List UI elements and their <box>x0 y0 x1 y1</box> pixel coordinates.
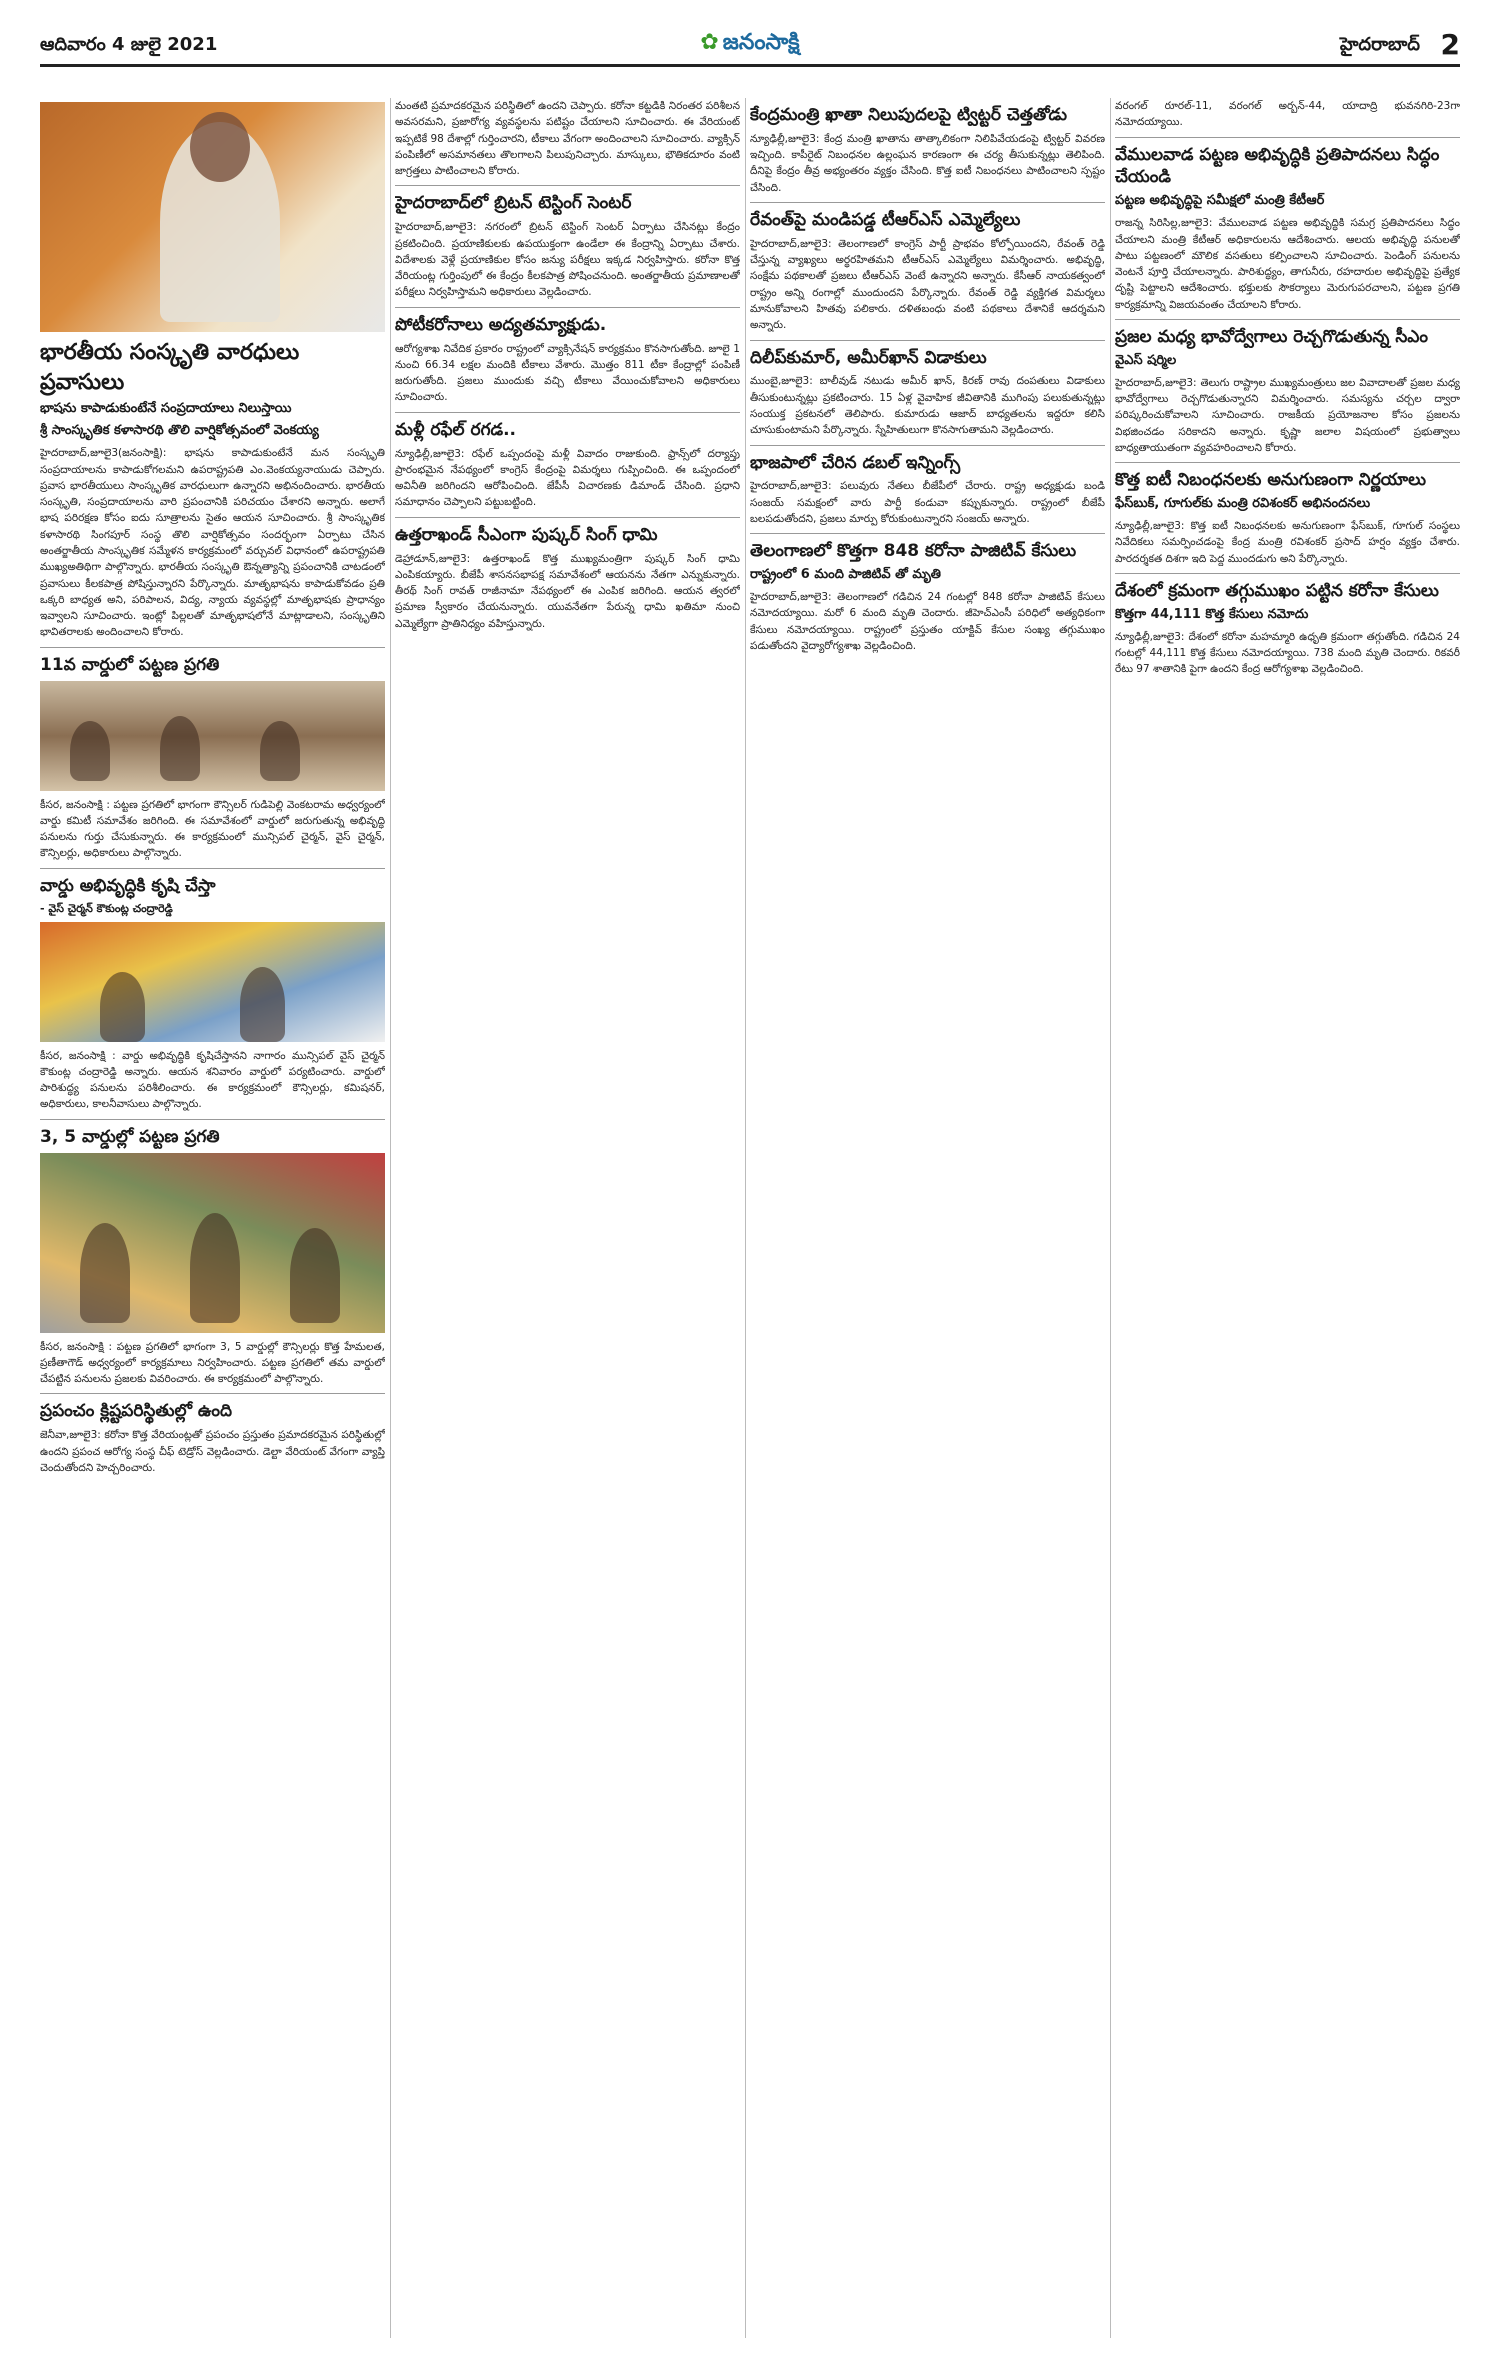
article-title: 3, 5 వార్డుల్లో పట్టణ ప్రగతి <box>40 1126 220 1147</box>
column-rule <box>745 98 746 2338</box>
divider <box>1115 573 1460 574</box>
article-title: ప్రపంచం క్లిష్టపరిస్థితుల్లో ఉంది <box>40 1401 233 1422</box>
article-subtitle: ఫేస్‌బుక్, గూగుల్‌కు మంత్రి రవిశంకర్ అభినందనలు <box>1115 496 1371 512</box>
divider <box>395 412 740 413</box>
article-body: హైదరాబాద్,జూలై3(జనంసాక్షి): భాషను కాపాడుకుంటేనే మన సంస్కృతి సంప్రదాయాలను కాపాడుకోగలమని ఉపరాష్ట్రపతి ఎం.వెంకయ్యనాయుడు చెప్పారు. ప్రవాస భారతీయులు సాంస్కృతిక వారధులుగా ఉన్నారని అభినందించారు. భారతీయ సంస్కృతి, సంప్రదాయాలను వారి ప్రపంచానికి పరిచయం చేశారని అన్నారు. అలాగే భాష పరిరక్షణ కోసం ఐదు సూత్రాలను సైతం ఆయన సూచించారు. శ్రీ సాంస్కృతిక కళాసారథి సింగపూర్ సంస్థ తొలి వార్షికోత్సవం సందర్భంగా ఏర్పాటు చేసిన అంతర్జాతీయ సాంస్కృతిక సమ్మేళన కార్యక్రమంలో వర్చువల్ విధానంలో ఉపరాష్ట్రపతి ముఖ్యఅతిథిగా పాల్గొన్నారు. భారతీయ సంస్కృతి ఔన్నత్యాన్ని ప్రపంచానికి చాటడంలో ప్రవాసులు కీలకపాత్ర పోషిస్తున్నారని పేర్కొన్నారు. మాతృభాషను కాపాడుకోవడం ప్రతి ఒక్కరి బాధ్యత అని, పరిపాలన, విద్య, న్యాయ వ్యవస్థల్లో మాతృభాషకు ప్రాధాన్యం ఇవ్వాలని సూచించారు. ఇంట్లో పిల్లలతో మాతృభాషలోనే మాట్లాడాలని, సంస్కృతిని భావితరాలకు అందించాలని కోరారు. <box>40 447 385 639</box>
article-body: కీసర, జనంసాక్షి : పట్టణ ప్రగతిలో భాగంగా కౌన్సిలర్ గుడిపెల్లి వెంకటరామ అధ్వర్యంలో వార్డు కమిటీ సమావేశం జరిగింది. ఈ సమావేశంలో వార్డులో జరుగుతున్న అభివృద్ధి పనులను గుర్తు చేసుకున్నారు. ఈ కార్యక్రమంలో మున్సిపల్ చైర్మన్, వైస్ చైర్మన్, కౌన్సిలర్లు, అధికారులు పాల్గొన్నారు. <box>40 798 385 860</box>
article-body: వరంగల్ రూరల్-11, వరంగల్ అర్బన్-44, యాదాద్రి భువనగిరి-23గా నమోదయ్యాయి. <box>1115 100 1460 129</box>
divider <box>1115 137 1460 138</box>
article-body: హైదరాబాద్,జూలై3: తెలంగాణలో కాంగ్రెస్ పార్టీ ప్రాభవం కోల్పోయిందని, రేవంత్ రెడ్డి చేస్తున్న వ్యాఖ్యలు అర్థరహితమని టీఆర్‌ఎస్ ఎమ్మెల్యేలు విమర్శించారు. అభివృద్ధి, సంక్షేమ పథకాలతో ప్రజలు టీఆర్‌ఎస్ వెంటే ఉన్నారని అన్నారు. కేసీఆర్ నాయకత్వంలో రాష్ట్రం అన్ని రంగాల్లో ముందుందని పేర్కొన్నారు. రేవంత్ రెడ్డి వ్యక్తిగత విమర్శలు మానుకోవాలని హితవు పలికారు. దళితబంధు వంటి పథకాలు దేశానికే ఆదర్శమని అన్నారు. <box>750 237 1105 332</box>
divider <box>40 868 385 869</box>
photo-meeting <box>40 681 385 791</box>
newspaper-logo <box>700 30 799 60</box>
column-1 <box>40 98 385 2338</box>
edition-city: హైదరాబాద్ <box>1339 34 1420 55</box>
divider <box>1115 462 1460 463</box>
column-rule <box>390 98 391 2338</box>
logo-text: జనంసాక్షి <box>722 30 800 55</box>
article-title: భారతీయ సంస్కృతి వారధులు ప్రవాసులు <box>40 340 300 395</box>
article-body: హైదరాబాద్,జూలై3: పలువురు నేతలు బీజేపీలో చేరారు. రాష్ట్ర అధ్యక్షుడు బండి సంజయ్ సమక్షంలో వారు పార్టీ కండువా కప్పుకున్నారు. రాష్ట్రంలో బీజేపీ బలపడుతోందని, ప్రజలు మార్పు కోరుకుంటున్నారని సంజయ్ అన్నారు. <box>750 480 1105 525</box>
article-title: వార్డు అభివృద్ధికి కృషి చేస్తా <box>40 875 216 896</box>
divider <box>750 445 1105 446</box>
divider <box>40 647 385 648</box>
article-subtitle: పట్టణ అభివృద్ధిపై సమీక్షలో మంత్రి కేటీఆర్ <box>1115 193 1325 209</box>
article-title: 11వ వార్డులో పట్టణ ప్రగతి <box>40 654 220 675</box>
divider <box>395 185 740 186</box>
article-title: కేంద్రమంత్రి ఖాతా నిలుపుదలపై ట్విట్టర్ చెత్తతోడు <box>750 105 1067 125</box>
divider <box>395 517 740 518</box>
issue-date: ఆదివారం 4 జులై 2021 <box>40 34 218 55</box>
article-body: న్యూఢిల్లీ,జూలై3: కేంద్ర మంత్రి ఖాతాను తాత్కాలికంగా నిలిపివేయడంపై ట్విట్టర్ వివరణ ఇచ్చింది. కాపీరైట్ నిబంధనల ఉల్లంఘన కారణంగా ఈ చర్య తీసుకున్నట్లు తెలిపింది. దీనిపై కేంద్రం తీవ్ర అభ్యంతరం వ్యక్తం చేసింది. కొత్త ఐటీ నిబంధనలు పాటించాలని స్పష్టం చేసింది. <box>750 132 1105 194</box>
article-title: ఉత్తరాఖండ్ సీఎంగా పుష్కర్ సింగ్ ధామి <box>395 524 658 545</box>
article-title: కొత్త ఐటీ నిబంధనలకు అనుగుణంగా నిర్ణయాలు <box>1115 470 1427 491</box>
photo-speaker <box>40 102 385 332</box>
article-body: ముంబై,జూలై3: బాలీవుడ్ నటుడు అమీర్ ఖాన్, కిరణ్ రావు దంపతులు విడాకులు తీసుకుంటున్నట్లు ప్రకటించారు. 15 ఏళ్ల వైవాహిక జీవితానికి ముగింపు పలుకుతున్నట్లు సంయుక్త ప్రకటనలో తెలిపారు. కుమారుడు ఆజాద్ బాధ్యతలను ఇద్దరూ కలిసి చూసుకుంటామని పేర్కొన్నారు. స్నేహితులుగా కొనసాగుతామని వెల్లడించారు. <box>750 375 1105 437</box>
article-title: రేవంత్‌పై మండిపడ్డ టీఆర్‌ఎస్ ఎమ్మెల్యేలు <box>750 210 1021 230</box>
article-title: వేములవాడ పట్టణ అభివృద్ధికి ప్రతిపాదనలు సిద్ధం చేయండి <box>1115 144 1440 188</box>
article-title: తెలంగాణలో కొత్తగా 848 కరోనా పాజిటివ్ కేసులు <box>750 541 1077 562</box>
divider <box>750 533 1105 534</box>
divider <box>1115 319 1460 320</box>
article-title: దేశంలో క్రమంగా తగ్గుముఖం పట్టిన కరోనా కేసులు <box>1115 581 1439 601</box>
divider <box>750 202 1105 203</box>
divider <box>395 307 740 308</box>
article-title: హైదరాబాద్‌లో బ్రిటన్ టెస్టింగ్ సెంటర్ <box>395 193 632 214</box>
article-subtitle: రాష్ట్రంలో 6 మంది పాజిటివ్ తో మృతి <box>750 567 941 583</box>
article-body: హైదరాబాద్,జూలై3: నగరంలో బ్రిటన్ టెస్టింగ్ సెంటర్ ఏర్పాటు చేసినట్లు కేంద్రం ప్రకటించింది. ప్రయాణికులకు ఉపయుక్తంగా ఉండేలా ఈ కేంద్రాన్ని ఏర్పాటు చేశారు. విదేశాలకు వెళ్లే ప్రయాణికుల కోసం జన్యు పరీక్షలు ఇక్కడ నిర్వహిస్తారు. కరోనా కొత్త వేరియంట్ల గుర్తింపులో ఈ కేంద్రం కీలకపాత్ర పోషించనుంది. అంతర్జాతీయ ప్రమాణాలతో పరీక్షలు నిర్వహిస్తామని అధికారులు వెల్లడించారు. <box>395 221 740 299</box>
article-body: రాజన్న సిరిసిల్ల,జూలై3: వేములవాడ పట్టణ అభివృద్ధికి సమగ్ర ప్రతిపాదనలు సిద్ధం చేయాలని మంత్రి కేటీఆర్ అధికారులను ఆదేశించారు. ఆలయ అభివృద్ధి పనులతో పాటు పట్టణంలో మౌలిక వసతులు కల్పించాలని సూచించారు. పెండింగ్ పనులను వెంటనే పూర్తి చేయాలన్నారు. పారిశుద్ధ్యం, తాగునీరు, రహదారుల అభివృద్ధిపై ప్రత్యేక దృష్టి పెట్టాలని ఆదేశించారు. భక్తులకు సౌకర్యాలు మెరుగుపరచాలని, పట్టణ ప్రగతి కార్యక్రమాన్ని విజయవంతం చేయాలని కోరారు. <box>1115 217 1460 311</box>
article-body: న్యూఢిల్లీ,జూలై3: దేశంలో కరోనా మహమ్మారి ఉధృతి క్రమంగా తగ్గుతోంది. గడిచిన 24 గంటల్లో 44,111 కొత్త కేసులు నమోదయ్యాయి. 738 మంది మృతి చెందారు. రికవరీ రేటు 97 శాతానికి పైగా ఉందని కేంద్ర ఆరోగ్యశాఖ వెల్లడించింది. <box>1115 630 1460 676</box>
article-title: భాజపాలో చేరిన డబల్ ఇన్నింగ్స్ <box>750 452 961 473</box>
divider <box>40 1393 385 1394</box>
column-4 <box>1115 98 1460 2338</box>
article-subtitle: వైఎస్ షర్మిల <box>1115 352 1177 368</box>
column-3 <box>750 98 1105 2338</box>
article-body: కీసర, జనంసాక్షి : పట్టణ ప్రగతిలో భాగంగా 3, 5 వార్డుల్లో కౌన్సిలర్లు కొత్త హేమలత, ప్రణీతాగౌడ్ అధ్వర్యంలో కార్యక్రమాలు నిర్వహించారు. పట్టణ ప్రగతిలో తమ వార్డులో చేపట్టిన పనులను ప్రజలకు వివరించారు. ఈ కార్యక్రమంలో పాల్గొన్నారు. <box>40 1340 385 1386</box>
masthead <box>40 30 1460 67</box>
article-subtitle: శ్రీ సాంస్కృతిక కళాసారథి తొలి వార్షికోత్సవంలో వెంకయ్య <box>40 423 319 439</box>
photo-ward-visit <box>40 1153 385 1333</box>
article-body: న్యూఢిల్లీ,జూలై3: కొత్త ఐటీ నిబంధనలకు అనుగుణంగా ఫేస్‌బుక్, గూగుల్ సంస్థలు నివేదికలు సమర్పించడంపై కేంద్ర మంత్రి రవిశంకర్ ప్రసాద్ హర్షం వ్యక్తం చేశారు. పారదర్శకత దిశగా ఇది పెద్ద ముందడుగు అని పేర్కొన్నారు. <box>1115 520 1460 565</box>
article-body: హైదరాబాద్,జూలై3: తెలుగు రాష్ట్రాల ముఖ్యమంత్రులు జల వివాదాలతో ప్రజల మధ్య భావోద్వేగాలు రెచ్చగొడుతున్నారని విమర్శించారు. సమస్యను చర్చల ద్వారా పరిష్కరించుకోవాలని సూచించారు. రాజకీయ ప్రయోజనాల కోసం ప్రజలను విభజించడం సరికాదని అన్నారు. కృష్ణా జలాల విషయంలో ప్రభుత్వాలు బాధ్యతాయుతంగా వ్యవహరించాలని కోరారు. <box>1115 376 1460 454</box>
article-title: పోటీకరోనాలు అద్యతమ్యాక్షుడు. <box>395 314 607 335</box>
article-body: మంతటి ప్రమాదకరమైన పరిస్థితిలో ఉందని చెప్పారు. కరోనా కట్టడికి నిరంతర పరిశీలన అవసరమని, ప్రజారోగ్య వ్యవస్థలను పటిష్టం చేయాలని సూచించారు. ఈ వేరియంట్ ఇప్పటికే 98 దేశాల్లో గుర్తించారని, టీకాలు వేగంగా అందించాలని సూచించారు. వ్యాక్సిన్ పంపిణీలో అసమానతలు తొలగాలని పిలుపునిచ్చారు. మాస్కులు, భౌతికదూరం వంటి జాగ్రత్తలు పాటించాలని కోరారు. <box>395 100 740 178</box>
article-body: జెనీవా,జూలై3: కరోనా కొత్త వేరియంట్లతో ప్రపంచం ప్రస్తుతం ప్రమాదకరమైన పరిస్థితుల్లో ఉందని ప్రపంచ ఆరోగ్య సంస్థ చీఫ్ టెడ్రోస్ వెల్లడించారు. డెల్టా వేరియంట్ వేగంగా వ్యాప్తి చెందుతోందని హెచ్చరించారు. <box>40 1429 385 1474</box>
page-number: 2 <box>1440 28 1460 61</box>
article-byline: - వైస్ చైర్మన్ కౌకుంట్ల చంద్రారెడ్డి <box>40 901 173 915</box>
article-body: న్యూఢిల్లీ,జూలై3: రఫేల్ ఒప్పందంపై మళ్లీ వివాదం రాజుకుంది. ఫ్రాన్స్‌లో దర్యాప్తు ప్రారంభమైన నేపథ్యంలో కాంగ్రెస్ కేంద్రంపై విమర్శలు గుప్పించింది. ఈ ఒప్పందంలో అవినీతి జరిగిందని ఆరోపించింది. జేపీసీ విచారణకు డిమాండ్ చేసింది. ప్రధాని సమాధానం చెప్పాలని పట్టుబట్టింది. <box>395 447 740 509</box>
article-subtitle: కొత్తగా 44,111 కొత్త కేసులు నమోదు <box>1115 606 1309 622</box>
photo-banner-event <box>40 922 385 1042</box>
article-title: ప్రజల మధ్య భావోద్వేగాలు రెచ్చగొడుతున్న సీఎం <box>1115 327 1428 347</box>
article-title: మళ్లీ రఫేల్ రగడ.. <box>395 419 517 440</box>
divider <box>750 340 1105 341</box>
column-rule <box>1110 98 1111 2338</box>
article-body: కీసర, జనంసాక్షి : వార్డు అభివృద్ధికి కృషిచేస్తానని నాగారం మున్సిపల్ వైస్ చైర్మన్ కౌకుంట్ల చంద్రారెడ్డి అన్నారు. ఆయన శనివారం వార్డులో పర్యటించారు. వార్డులో పారిశుద్ధ్య పనులను పరిశీలించారు. ఈ కార్యక్రమంలో కౌన్సిలర్లు, కమిషనర్, అధికారులు, కాలనీవాసులు పాల్గొన్నారు. <box>40 1049 385 1111</box>
article-body: హైదరాబాద్,జూలై3: తెలంగాణలో గడిచిన 24 గంటల్లో 848 కరోనా పాజిటివ్ కేసులు నమోదయ్యాయి. మరో 6 మంది మృతి చెందారు. జీహెచ్‌ఎంసీ పరిధిలో అత్యధికంగా కేసులు నమోదయ్యాయి. రాష్ట్రంలో ప్రస్తుతం యాక్టివ్ కేసుల సంఖ్య తగ్గుముఖం పడుతోందని వైద్యారోగ్యశాఖ వెల్లడించింది. <box>750 591 1105 652</box>
leaf-icon: ✿ <box>700 30 719 55</box>
article-body: ఆరోగ్యశాఖ నివేదిక ప్రకారం రాష్ట్రంలో వ్యాక్సినేషన్ కార్యక్రమం కొనసాగుతోంది. జూలై 1 నుంచి 66.34 లక్షల మందికి టీకాలు వేశారు. మొత్తం 811 టీకా కేంద్రాల్లో పంపిణీ జరుగుతోంది. ప్రజలు ముందుకు వచ్చి టీకాలు వేయించుకోవాలని అధికారులు సూచించారు. <box>395 342 740 404</box>
article-body: డెహ్రాడూన్,జూలై3: ఉత్తరాఖండ్ కొత్త ముఖ్యమంత్రిగా పుష్కర్ సింగ్ ధామి ఎంపికయ్యారు. బీజేపీ శాసనసభాపక్ష సమావేశంలో ఆయనను నేతగా ఎన్నుకున్నారు. తీరథ్ సింగ్ రావత్ రాజీనామా నేపథ్యంలో ఈ ఎంపిక జరిగింది. ఆయన త్వరలో ప్రమాణ స్వీకారం చేయనున్నారు. యువనేతగా పేరున్న ధామి ఖతిమా నుంచి ఎమ్మెల్యేగా ప్రాతినిధ్యం వహిస్తున్నారు. <box>395 552 740 630</box>
article-subtitle: భాషను కాపాడుకుంటేనే సంప్రదాయాలు నిలుస్తాయి <box>40 401 292 417</box>
article-title: దిలీప్‌కుమార్, అమీర్‌ఖాన్ విడాకులు <box>750 347 987 368</box>
column-2 <box>395 98 740 2338</box>
divider <box>40 1119 385 1120</box>
